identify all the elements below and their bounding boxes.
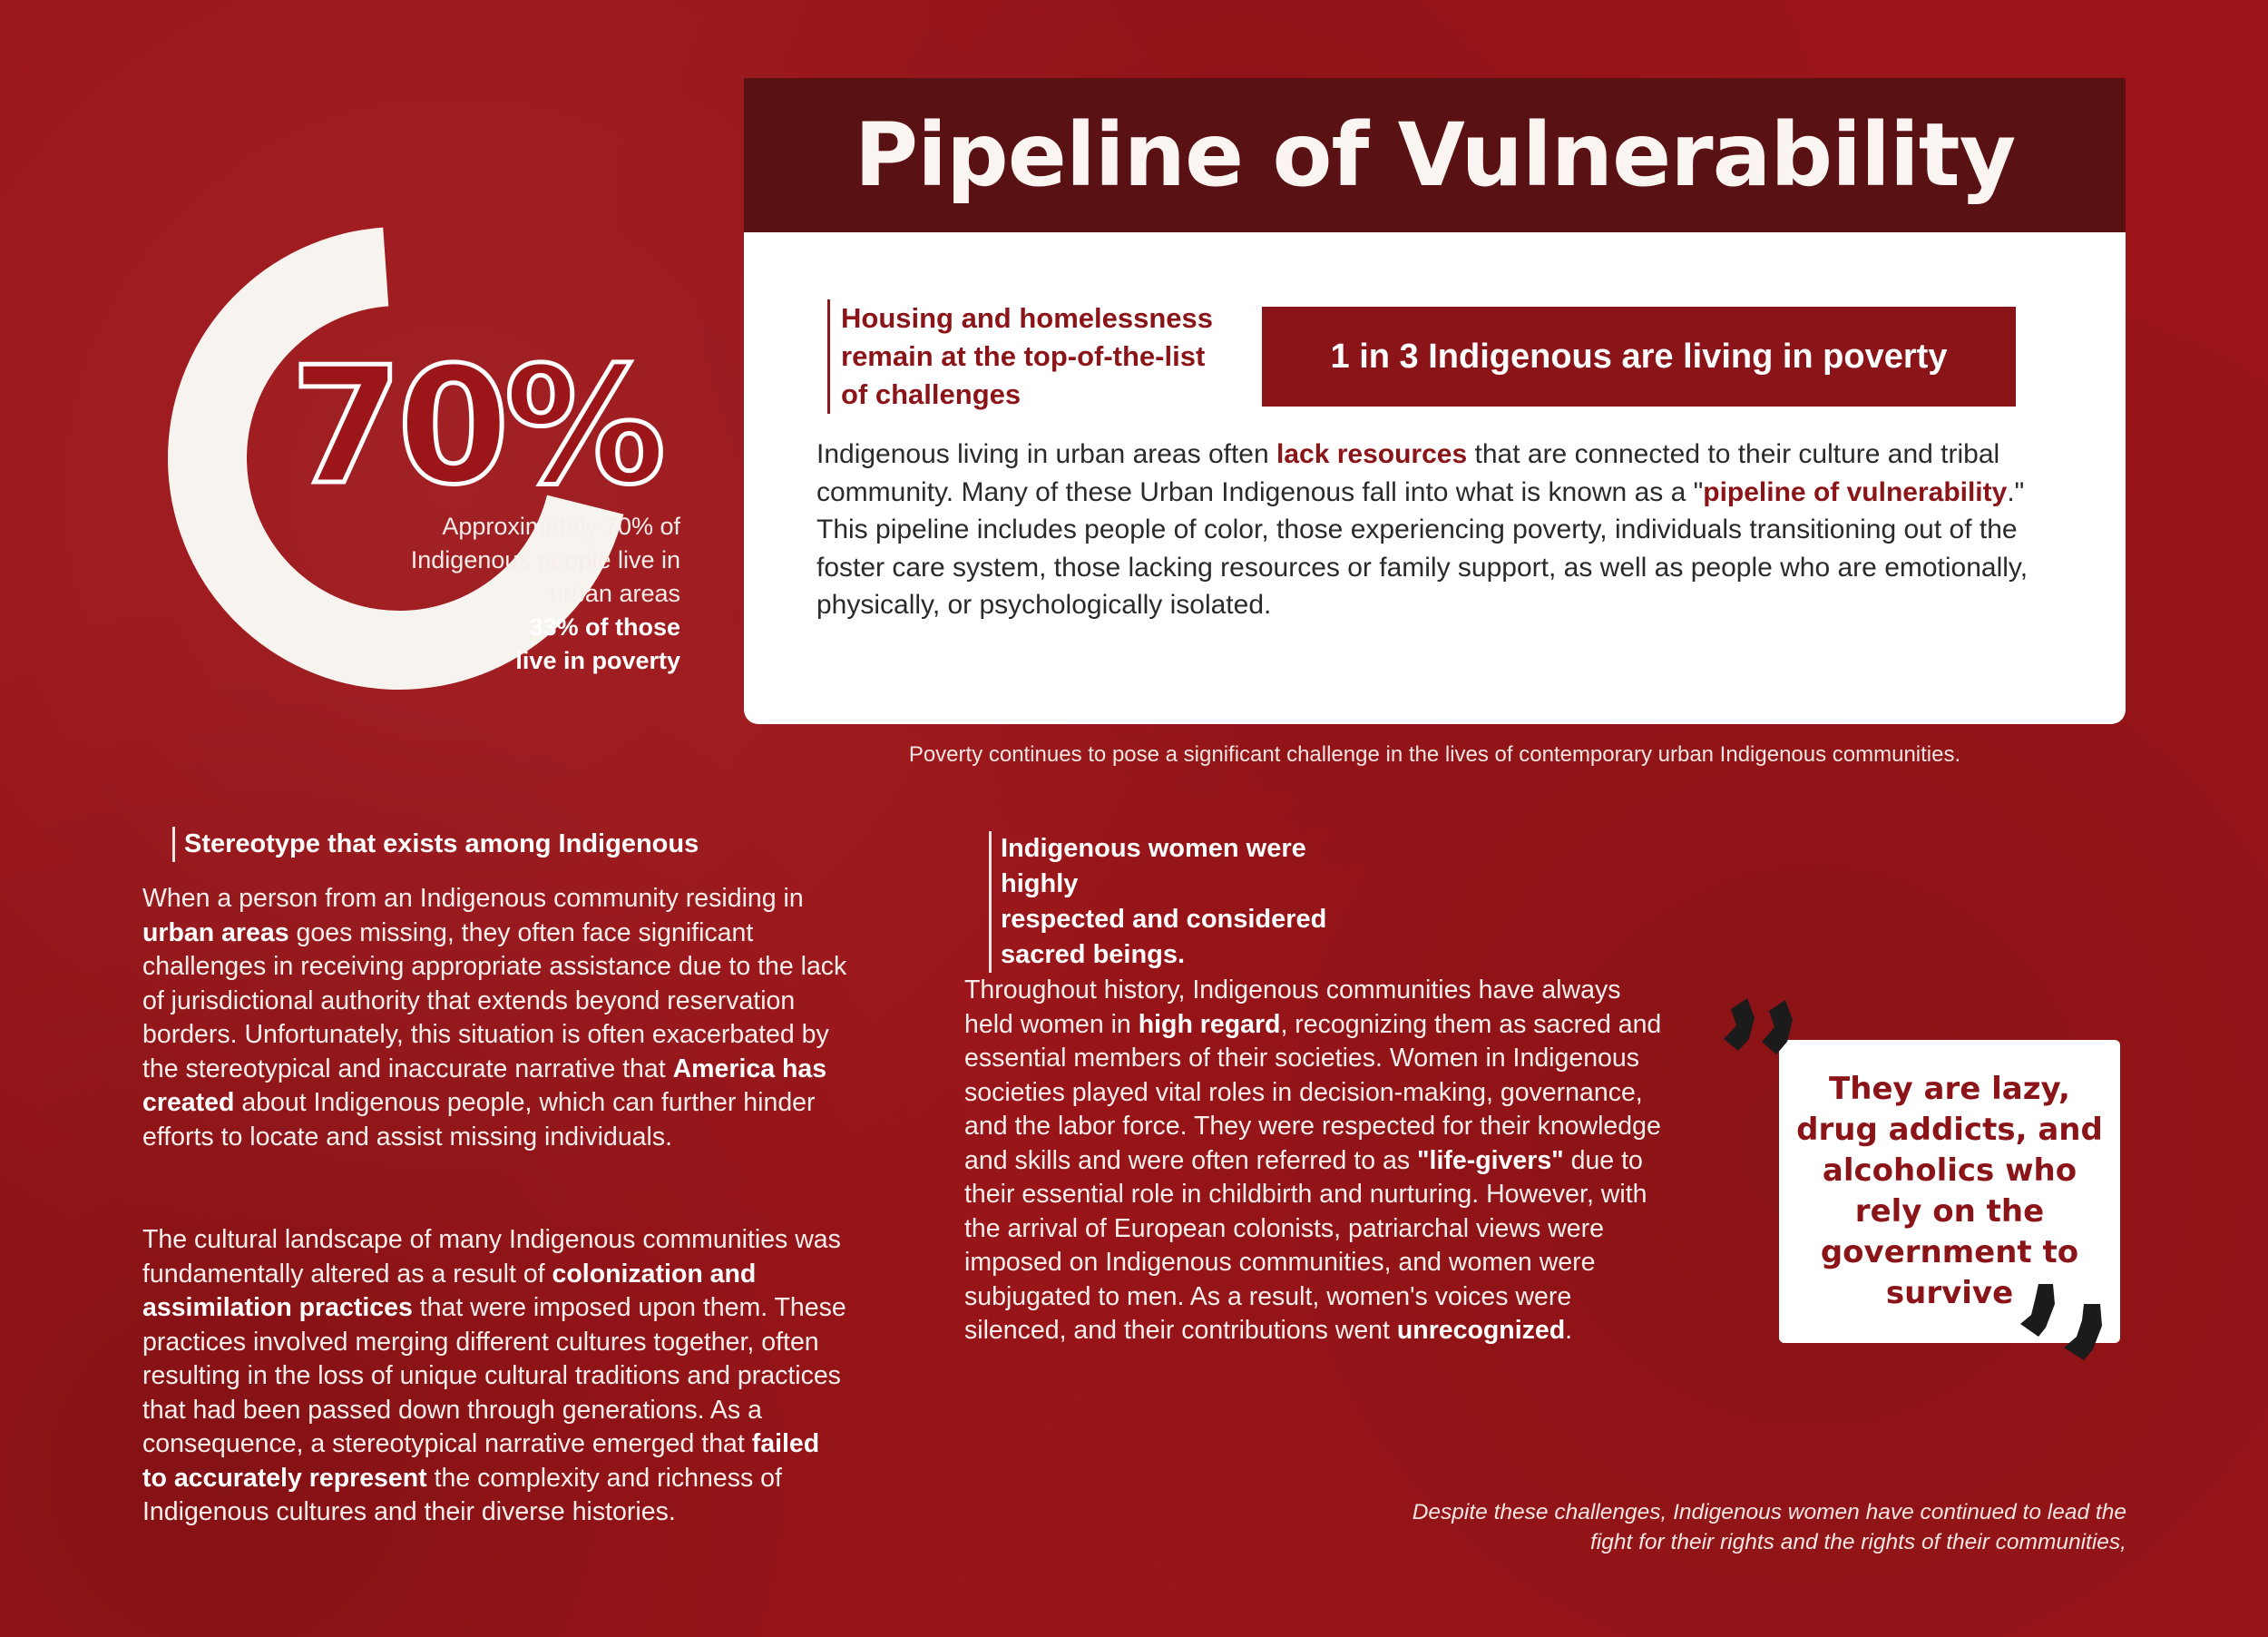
closing-note <box>1225 1497 2126 1557</box>
stat-70-percent: 70% <box>290 332 661 520</box>
pipeline-description <box>816 436 2068 624</box>
bold-span: failed to accurately represent <box>142 1429 820 1493</box>
stereotype-paragraph-2 <box>142 1223 850 1530</box>
text-span: ." This pipeline includes people of color, those experiencing poverty, individuals transitioning out of the foster care system, those lacking resources or family support, as well as people who are emotionally, physically, or psychologically isolated. <box>816 476 2028 620</box>
bold-span: urban areas <box>142 917 289 947</box>
housing-callout <box>827 299 1227 414</box>
bold-span: America has created <box>142 1054 827 1117</box>
stat-caption-bold-line: 33% of those <box>529 613 680 641</box>
stereotype-heading: Stereotype that exists among Indigenous <box>172 827 753 862</box>
women-heading-line: Indigenous women were highly <box>1001 834 1306 898</box>
closing-note-line: Despite these challenges, Indigenous women have continued to lead the <box>1412 1500 2126 1524</box>
info-card <box>744 232 2126 724</box>
quote-line: rely on the <box>1854 1193 2045 1230</box>
text-span: When a person from an Indigenous community residing in <box>142 884 804 913</box>
text-span: the complexity and richness of Indigenous cultures and their diverse histories. <box>142 1463 782 1526</box>
quote-line: government to <box>1820 1234 2079 1270</box>
bold-span: unrecognized <box>1396 1316 1566 1345</box>
text-span: that are connected to their culture and tribal community. Many of these Urban Indigenous fall into what is known as a " <box>816 439 2000 507</box>
text-span: The cultural landscape of many Indigenous communities was fundamentally altered as a result of <box>142 1225 841 1289</box>
open-quote-icon <box>1722 989 1831 1080</box>
text-span: Indigenous living in urban areas often <box>816 439 1277 469</box>
bold-span: colonization and assimilation practices <box>142 1259 757 1322</box>
stat-caption <box>299 510 680 678</box>
closing-note-line: fight for their rights and the rights of their communities, <box>1590 1530 2126 1554</box>
bold-span: "life-givers" <box>1417 1145 1564 1175</box>
text-span: due to their essential role in childbirth and nurturing. However, with the arrival of European colonists, patriarchal views were imposed on Indigenous communities, and women were subjugated to men. As a result, women's voices were silenced, and their contributions went <box>964 1145 1647 1345</box>
housing-callout-line: of challenges <box>841 378 1022 410</box>
highlight-lack-resources: lack resources <box>1276 439 1468 469</box>
quote-line: drug addicts, and <box>1796 1112 2103 1148</box>
poverty-stat-box: 1 in 3 Indigenous are living in poverty <box>1262 307 2016 407</box>
stat-caption-line: Indigenous people live in <box>410 546 680 573</box>
housing-callout-line: Housing and homelessness <box>841 302 1213 334</box>
quote-line: They are lazy, <box>1829 1071 2070 1107</box>
close-quote-icon <box>2019 1284 2127 1397</box>
stereotype-paragraph-1 <box>142 882 850 1154</box>
quote-line: survive <box>1885 1275 2014 1311</box>
stat-caption-line: urban areas <box>549 580 680 607</box>
stereotype-quote <box>1796 1069 2103 1314</box>
text-span: goes missing, they often face significant challenges in receiving appropriate assistance due to the lack of jurisdictional authority that extends beyond reservation borders. Unfortunately, this situation is often exacerbated by the stereotypical and inaccurate narrative that <box>142 917 847 1083</box>
title-banner <box>744 78 2126 232</box>
text-span: Throughout history, Indigenous communities have always held women in <box>964 975 1621 1039</box>
women-heading <box>989 831 1388 973</box>
housing-callout-line: remain at the top-of-the-list <box>841 340 1206 372</box>
text-span: , recognizing them as sacred and essential members of their societies. Women in Indigenous societies played vital roles in decision-making, governance, and the labor force. They were respected for their knowledge and skills and were often referred to as <box>964 1009 1662 1175</box>
bold-span: high regard <box>1138 1009 1281 1039</box>
women-heading-line: respected and considered <box>1001 905 1327 934</box>
highlight-pipeline-of-vulnerability: pipeline of vulnerability <box>1703 476 2008 507</box>
women-heading-line: sacred beings. <box>1001 940 1186 969</box>
text-span: about Indigenous people, which can further hinder efforts to locate and assist missing individuals. <box>142 1088 816 1152</box>
page-title: Pipeline of Vulnerability <box>854 104 2016 206</box>
stat-caption-line: Approximately 70% of <box>442 513 680 540</box>
women-paragraph <box>964 974 1672 1348</box>
text-span: . <box>1565 1316 1573 1345</box>
poverty-caption: Poverty continues to pose a significant challenge in the lives of contemporary urban Indigenous communities. <box>908 742 1961 767</box>
text-span: that were imposed upon them. These practices involved merging different cultures together, often resulting in the loss of unique cultural traditions and practices that had been passed down through generations. As a consequence, a stereotypical narrative emerged that <box>142 1293 846 1458</box>
stat-caption-bold-line: live in poverty <box>515 647 680 674</box>
quote-line: alcoholics who <box>1822 1152 2077 1189</box>
